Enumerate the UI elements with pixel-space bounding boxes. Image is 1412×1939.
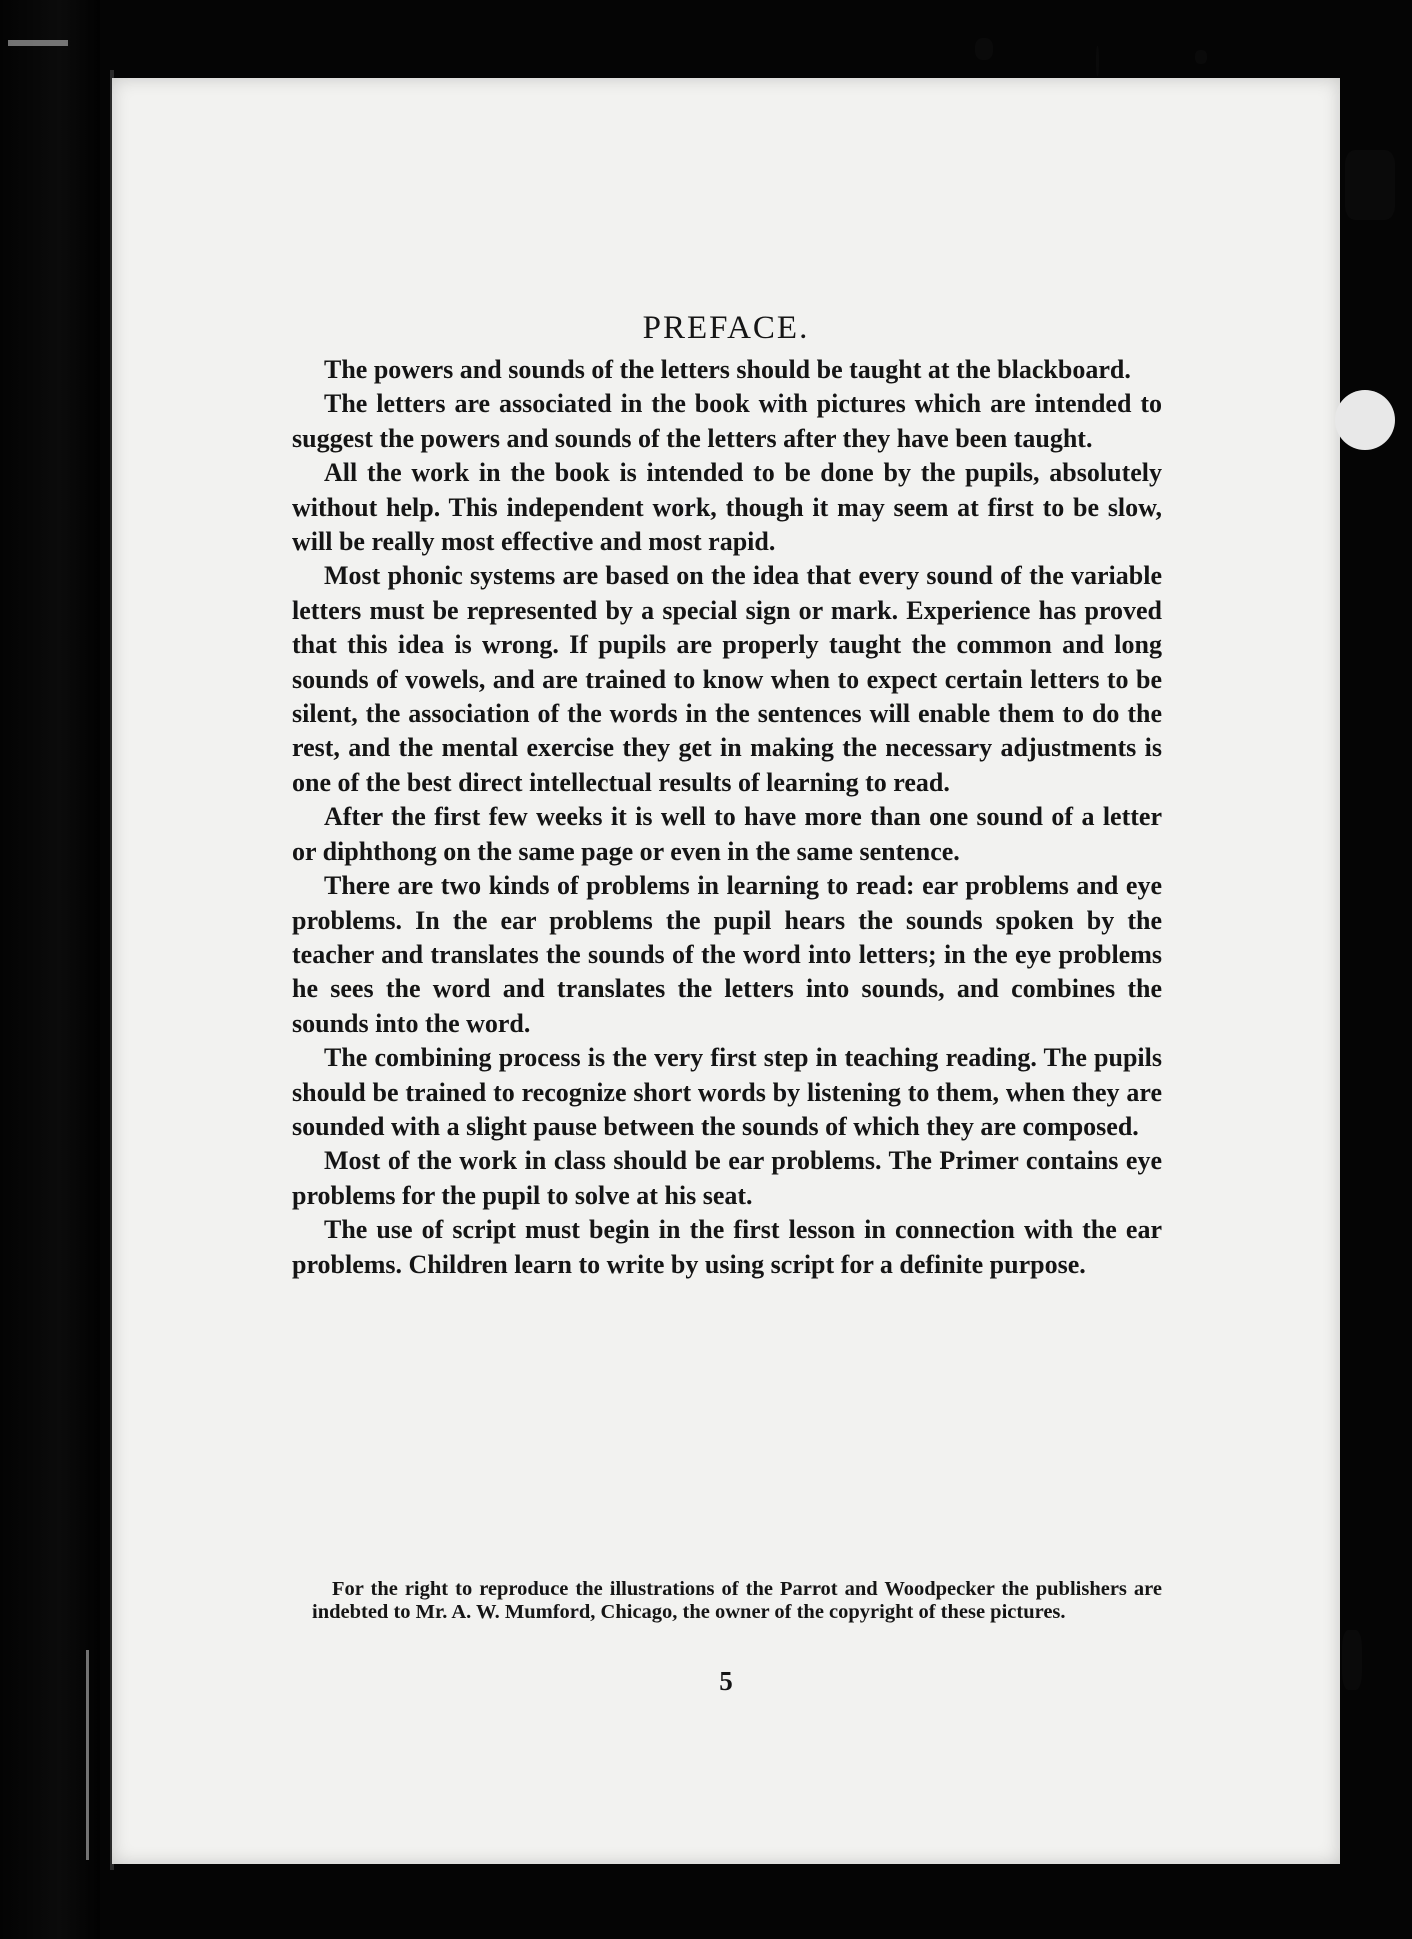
preface-body — [292, 353, 1162, 1282]
page-title: PREFACE. — [642, 310, 810, 347]
paragraph: There are two kinds of problems in learning to read: ear problems and eye problems. In the ear problems the pupil hears the sounds spoken by the teacher and translates the sounds of the word into letters; in the eye problems he sees the word and translates the letters into sounds, and combines the sounds into the word. — [292, 871, 1162, 1038]
footnote — [312, 1578, 1162, 1623]
scan-blot — [975, 38, 993, 60]
paragraph: Most of the work in class should be ear problems. The Primer contains eye problems for the pupil to solve at his seat. — [292, 1146, 1162, 1210]
scan-blot — [1345, 150, 1395, 220]
book-page — [112, 78, 1340, 1864]
paragraph: The letters are associated in the book with pictures which are intended to suggest the powers and sounds of the letters after they have been taught. — [292, 389, 1162, 453]
paragraph: Most phonic systems are based on the idea that every sound of the variable letters must be represented by a special sign or mark. Experience has proved that this idea is wrong. If pupils are properly taught the common and long sounds of vowels, and are trained to know when to expect certain letters to be silent, the association of the words in the sentences will enable them to do the rest, and the mental exercise they get in making the necessary adjustments is one of the best direct intellectual results of learning to read. — [292, 561, 1162, 797]
page-number: 5 — [719, 1666, 733, 1696]
scan-blot — [1096, 46, 1099, 76]
paragraph: All the work in the book is intended to be done by the pupils, absolutely without help. This independent work, though it may seem at first to be slow, will be really most effective and most rapid. — [292, 458, 1162, 557]
scan-streak — [86, 1650, 89, 1860]
paragraph: The powers and sounds of the letters should be taught at the blackboard. — [324, 355, 1131, 384]
scan-streak — [8, 40, 68, 46]
scan-dark-margin — [0, 0, 100, 1939]
paragraph: The combining process is the very first step in teaching reading. The pupils should be trained to recognize short words by listening to them, when they are sounded with a slight pause between the sounds of which they are composed. — [292, 1043, 1162, 1141]
scan-blot — [1335, 390, 1395, 450]
footnote-text: For the right to reproduce the illustrations of the Parrot and Woodpecker the publishers are indebted to Mr. A. W. Mumford, Chicago, the owner of the copyright of these pictures. — [312, 1578, 1162, 1623]
paragraph: The use of script must begin in the first lesson in connection with the ear problems. Children learn to write by using script for a definite purpose. — [292, 1215, 1162, 1279]
paragraph: After the first few weeks it is well to have more than one sound of a letter or diphthong on the same page or even in the same sentence. — [292, 802, 1162, 866]
scan-blot — [1342, 1630, 1362, 1690]
scan-blot — [1195, 50, 1207, 64]
